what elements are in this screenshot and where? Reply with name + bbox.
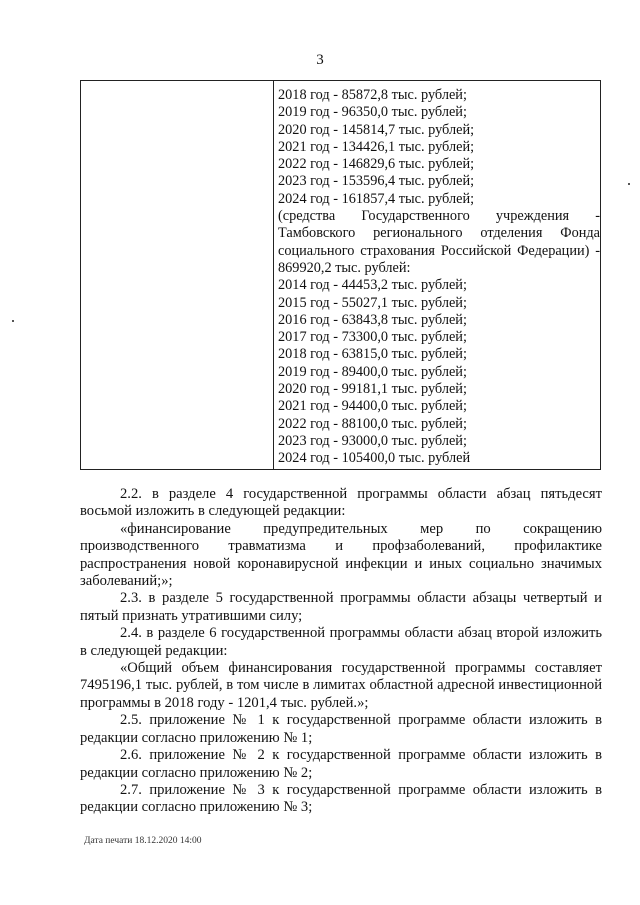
table-line: 2021 год - 94400,0 тыс. рублей; [278,398,467,415]
table-line: 2019 год - 96350,0 тыс. рублей; [278,104,467,121]
table-line: 2019 год - 89400,0 тыс. рублей; [278,363,467,380]
table-line: 2018 год - 85872,8 тыс. рублей; [278,87,467,103]
document-body [80,486,602,817]
scan-mark [628,183,630,185]
paragraph-2-3: 2.3. в разделе 5 государственной программы области абзацы четвертый и пятый признать утратившими силу; [80,590,602,624]
table-left-cell [81,81,274,469]
table-line: 2024 год - 161857,4 тыс. рублей; [278,190,475,207]
table-right-cell [274,81,600,469]
paragraph-2-6: 2.6. приложение № 2 к государственной программе области изложить в редакции согласно приложению № 2; [80,747,602,781]
table-line: 2018 год - 63815,0 тыс. рублей; [278,346,467,363]
paragraph-2-2-quote: «финансирование предупредительных мер по сокращению производственного травматизма и профзаболеваний, профилактике распространения новой коронавирусной инфекции и иных социально значимых заболеваний;»; [80,520,602,590]
print-date: Дата печати 18.12.2020 14:00 [84,836,202,846]
table-line: 2022 год - 88100,0 тыс. рублей; [278,415,467,432]
paragraph-2-5: 2.5. приложение № 1 к государственной программе области изложить в редакции согласно приложению № 1; [80,712,602,746]
paragraph-2-2: 2.2. в разделе 4 государственной программы области абзац пятьдесят восьмой изложить в следующей редакции: [80,486,602,520]
table-line: 2023 год - 93000,0 тыс. рублей; [278,432,467,449]
table-line: 2016 год - 63843,8 тыс. рублей; [278,311,467,328]
scan-mark [12,320,14,322]
table-line-fss-total: (средства Государственного учреждения - Тамбовского регионального отделения Фонда социального страхования Российской Федерации) - 869920,2 тыс. рублей: [278,208,600,276]
table-line: 2017 год - 73300,0 тыс. рублей; [278,329,467,346]
table-line: 2020 год - 145814,7 тыс. рублей; [278,121,475,138]
funding-table [80,80,601,470]
page-number: 3 [316,52,324,68]
table-line: 2021 год - 134426,1 тыс. рублей; [278,138,475,155]
paragraph-2-4-quote: «Общий объем финансирования государственной программы составляет 7495196,1 тыс. рублей, в том числе в лимитах областной адресной инвестиционной программы в 2018 году - 1201,4 тыс. рублей.»; [80,660,602,711]
table-line: 2020 год - 99181,1 тыс. рублей; [278,381,467,398]
paragraph-2-4: 2.4. в разделе 6 государственной программы области абзац второй изложить в следующей редакции: [80,625,602,659]
paragraph-2-7: 2.7. приложение № 3 к государственной программе области изложить в редакции согласно приложению № 3; [80,781,602,816]
table-line: 2022 год - 146829,6 тыс. рублей; [278,156,475,173]
table-line: 2015 год - 55027,1 тыс. рублей; [278,294,467,311]
table-line: 2024 год - 105400,0 тыс. рублей [278,450,471,467]
table-line: 2023 год - 153596,4 тыс. рублей; [278,173,475,190]
table-line: 2014 год - 44453,2 тыс. рублей; [278,277,467,294]
